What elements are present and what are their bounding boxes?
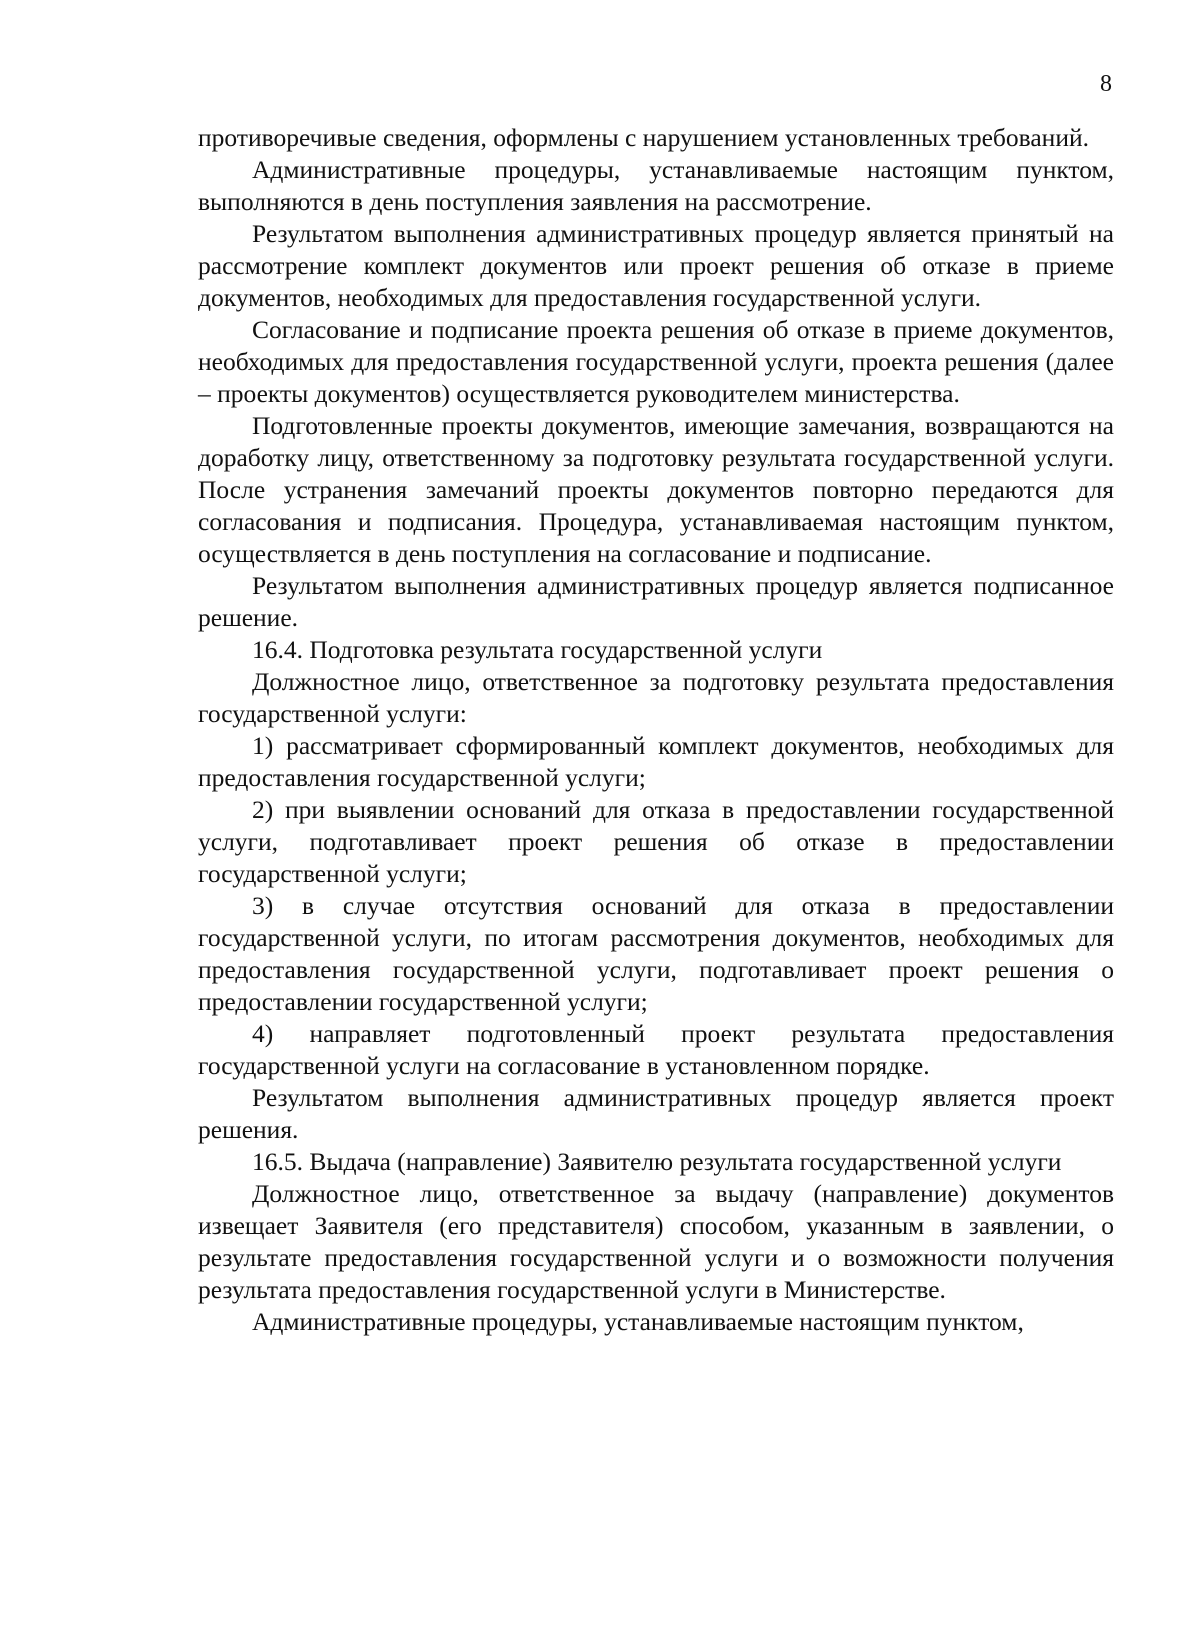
paragraph: Подготовленные проекты документов, имеющие замечания, возвращаются на доработку лицу, ответственному за подготовку результата государственной услуги. После устранения замечаний проекты документов повторно передаются для согласования и подписания. Процедура, устанавливаемая настоящим пунктом, осуществляется в день поступления на согласование и подписание. — [198, 411, 1114, 568]
page-number: 8 — [1100, 71, 1112, 97]
paragraph-continuation: противоречивые сведения, оформлены с нарушением установленных требований. — [198, 123, 1089, 152]
list-item: 1) рассматривает сформированный комплект документов, необходимых для предоставления государственной услуги; — [198, 731, 1114, 792]
paragraph: Результатом выполнения административных процедур является подписанное решение. — [198, 571, 1114, 632]
paragraph: Согласование и подписание проекта решения об отказе в приеме документов, необходимых для предоставления государственной услуги, проекта решения (далее – проекты документов) осуществляется руководителем министерства. — [198, 315, 1114, 408]
paragraph-truncated: Административные процедуры, устанавливаемые настоящим пунктом, — [252, 1307, 1024, 1336]
paragraph: Результатом выполнения административных процедур является проект решения. — [198, 1083, 1114, 1144]
document-body — [198, 122, 1114, 1338]
paragraph: Должностное лицо, ответственное за выдачу (направление) документов извещает Заявителя (его представителя) способом, указанным в заявлении, о результате предоставления государственной услуги и о возможности получения результата предоставления государственной услуги в Министерстве. — [198, 1179, 1114, 1304]
paragraph: Должностное лицо, ответственное за подготовку результата предоставления государственной услуги: — [198, 667, 1114, 728]
list-item: 2) при выявлении оснований для отказа в предоставлении государственной услуги, подготавливает проект решения об отказе в предоставлении государственной услуги; — [198, 795, 1114, 888]
list-item: 3) в случае отсутствия оснований для отказа в предоставлении государственной услуги, по итогам рассмотрения документов, необходимых для предоставления государственной услуги, подготавливает проект решения о предоставлении государственной услуги; — [198, 891, 1114, 1016]
section-heading-16-5: 16.5. Выдача (направление) Заявителю результата государственной услуги — [252, 1147, 1062, 1176]
list-item: 4) направляет подготовленный проект результата предоставления государственной услуги на согласование в установленном порядке. — [198, 1019, 1114, 1080]
paragraph: Административные процедуры, устанавливаемые настоящим пунктом, выполняются в день поступления заявления на рассмотрение. — [198, 155, 1114, 216]
paragraph: Результатом выполнения административных процедур является принятый на рассмотрение комплект документов или проект решения об отказе в приеме документов, необходимых для предоставления государственной услуги. — [198, 219, 1114, 312]
section-heading-16-4: 16.4. Подготовка результата государственной услуги — [252, 635, 823, 664]
